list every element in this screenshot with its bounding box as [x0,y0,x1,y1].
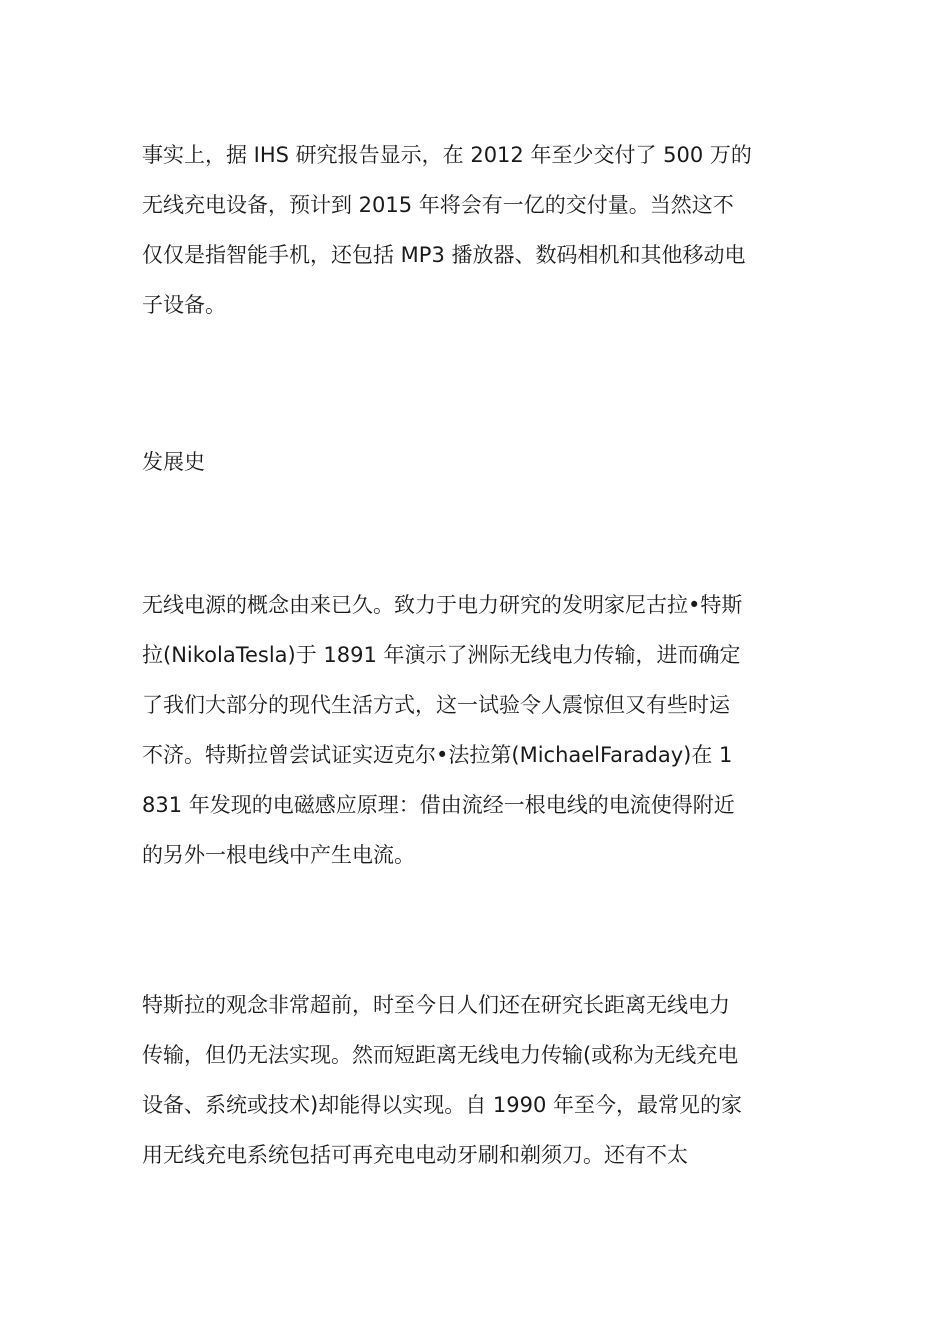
text-line: 831 年发现的电磁感应原理：借由流经一根电线的电流使得附近 [142,793,735,817]
text-line: 了我们大部分的现代生活方式，这一试验令人震惊但又有些时运 [142,693,730,717]
paragraph-tesla-history [142,580,822,880]
paragraph-wireless-charging-stats [142,130,822,330]
heading-text: 发展史 [142,450,205,474]
text-line: 无线电源的概念由来已久。致力于电力研究的发明家尼古拉•特斯 [142,593,743,617]
text-line: 传输，但仍无法实现。然而短距离无线电力传输(或称为无线充电 [142,1043,739,1067]
paragraph-short-range-charging [142,980,822,1180]
text-line: 不济。特斯拉曾尝试证实迈克尔•法拉第(MichaelFaraday)在 1 [142,743,733,767]
text-line: 设备、系统或技术)却能得以实现。自 1990 年至今，最常见的家 [142,1093,742,1117]
text-line: 拉(NikolaTesla)于 1891 年演示了洲际无线电力传输，进而确定 [142,643,741,667]
text-line: 事实上，据 IHS 研究报告显示，在 2012 年至少交付了 500 万的 [142,143,752,167]
text-line: 仅仅是指智能手机，还包括 MP3 播放器、数码相机和其他移动电 [142,243,746,267]
text-line: 用无线充电系统包括可再充电电动牙刷和剃须刀。还有不太 [142,1143,688,1167]
text-line: 特斯拉的观念非常超前，时至今日人们还在研究长距离无线电力 [142,993,730,1017]
text-line: 无线充电设备，预计到 2015 年将会有一亿的交付量。当然这不 [142,193,734,217]
text-line: 子设备。 [142,293,226,317]
section-heading-history [142,437,822,487]
text-line: 的另外一根电线中产生电流。 [142,843,415,867]
